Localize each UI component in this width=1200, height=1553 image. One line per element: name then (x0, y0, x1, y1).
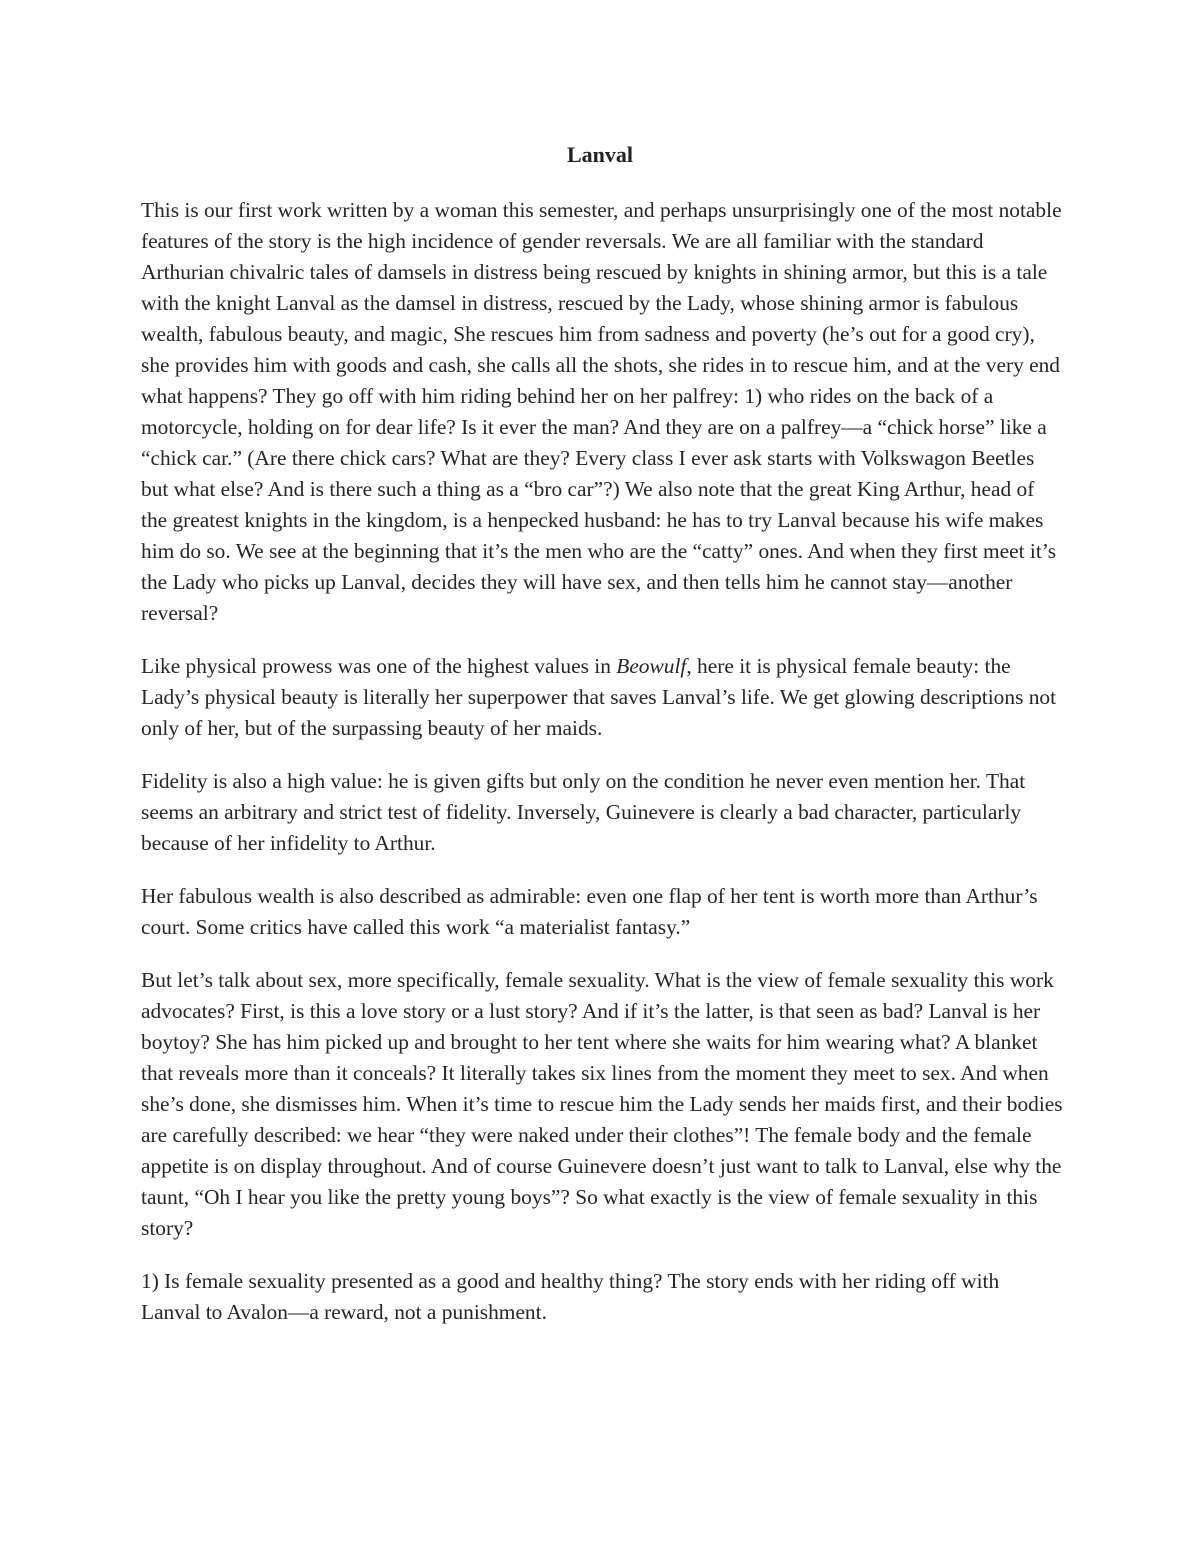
paragraph-female-beauty (141, 651, 1063, 744)
paragraph-text: , here it is physical female beauty: the Lady’s physical beauty is literally her superpower that saves Lanval’s life. We get glowing descriptions not only of her, but of the surpassing beauty of her maids. (141, 654, 1057, 740)
paragraph-text: Her fabulous wealth is also described as admirable: even one flap of her tent is worth more than Arthur’s court. Some critics have called this work “a materialist fantasy.” (141, 884, 1038, 939)
paragraph-text: This is our first work written by a woman this semester, and perhaps unsurprisingly one of the most notable features of the story is the high incidence of gender reversals. We are all familiar with the standard Arthurian chivalric tales of damsels in distress being rescued by knights in shining armor, but this is a tale with the knight Lanval as the damsel in distress, rescued by the Lady, whose shining armor is fabulous wealth, fabulous beauty, and magic, She rescues him from sadness and poverty (he’s out for a good cry), she provides him with goods and cash, she calls all the shots, she rides in to rescue him, and at the very end what happens? They go off with him riding behind her on her palfrey: 1) who rides on the back of a motorcycle, holding on for dear life? Is it ever the man? And they are on a palfrey—a “chick horse” like a “chick car.” (Are there chick cars? What are they? Every class I ever ask starts with Volkswagon Beetles but what else? And is there such a thing as a “bro car”?) We also note that the great King Arthur, head of the greatest knights in the kingdom, is a henpecked husband: he has to try Lanval because his wife makes him do so. We see at the beginning that it’s the men who are the “catty” ones. And when they first meet it’s the Lady who picks up Lanval, decides they will have sex, and then tells him he cannot stay—another reversal? (141, 198, 1062, 625)
document-body (141, 195, 1063, 1328)
paragraph-text: Like physical prowess was one of the highest values in (141, 654, 617, 678)
paragraph-text: 1) Is female sexuality presented as a good and healthy thing? The story ends with her riding off with Lanval to Avalon—a reward, not a punishment. (141, 1269, 1000, 1324)
paragraph-female-sexuality (141, 965, 1063, 1244)
paragraph-text: But let’s talk about sex, more specifically, female sexuality. What is the view of female sexuality this work advocates? First, is this a love story or a lust story? And if it’s the latter, is that seen as bad? Lanval is her boytoy? She has him picked up and brought to her tent where she waits for him wearing what? A blanket that reveals more than it conceals? It literally takes six lines from the moment they meet to sex. And when she’s done, she dismisses him. When it’s time to rescue him the Lady sends her maids first, and their bodies are carefully described: we hear “they were naked under their clothes”! The female body and the female appetite is on display throughout. And of course Guinevere doesn’t just want to talk to Lanval, else why the taunt, “Oh I hear you like the pretty young boys”? So what exactly is the view of female sexuality in this story? (141, 968, 1063, 1240)
paragraph-question-one (141, 1266, 1063, 1328)
paragraph-gender-reversals (141, 195, 1063, 629)
paragraph-fidelity (141, 766, 1063, 859)
work-title-italic: Beowulf (616, 654, 687, 678)
document-title: Lanval (566, 142, 634, 167)
paragraph-text: Fidelity is also a high value: he is given gifts but only on the condition he never even mention her. That seems an arbitrary and strict test of fidelity. Inversely, Guinevere is clearly a bad character, particularly because of her infidelity to Arthur. (141, 769, 1026, 855)
paragraph-wealth (141, 881, 1063, 943)
